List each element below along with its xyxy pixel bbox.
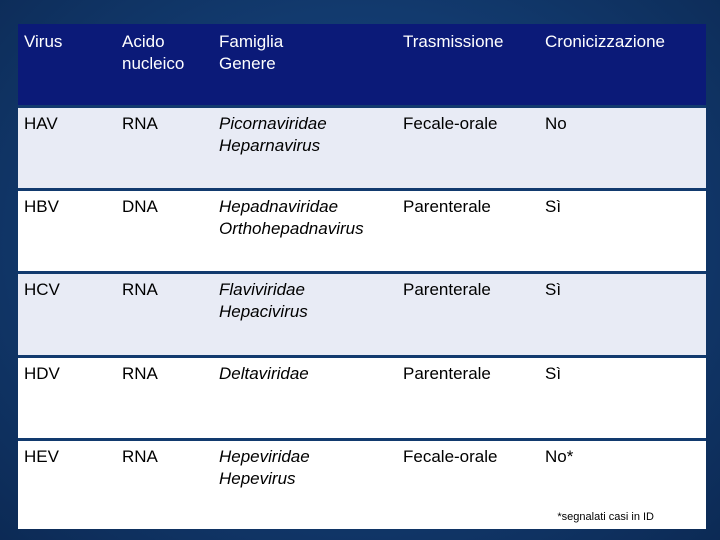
header-family [213, 24, 397, 106]
cell-virus: HDV [18, 356, 116, 439]
cell-transmission: Parenterale [397, 273, 539, 356]
table-row [18, 273, 706, 356]
cell-acid: DNA [116, 190, 213, 273]
cell-chronic: Sì [539, 190, 706, 273]
cell-acid: RNA [116, 273, 213, 356]
genus-name: Hepacivirus [219, 302, 308, 322]
header-virus: Virus [18, 24, 116, 106]
genus-name: Hepevirus [219, 469, 296, 489]
footnote: *segnalati casi in ID [557, 511, 654, 523]
family-name: Hepeviridae [219, 447, 310, 467]
cell-family [213, 273, 397, 356]
cell-family [213, 106, 397, 189]
header-acid-line2: nucleico [122, 54, 185, 73]
header-family-line2: Genere [219, 54, 276, 73]
header-acid-line1: Acido [122, 32, 165, 51]
family-name: Flaviviridae [219, 280, 305, 300]
virus-table [18, 24, 706, 529]
cell-chronic: No [539, 106, 706, 189]
cell-transmission: Parenterale [397, 356, 539, 439]
family-name: Hepadnaviridae [219, 197, 339, 217]
cell-acid: RNA [116, 440, 213, 529]
cell-acid: RNA [116, 356, 213, 439]
cell-transmission: Fecale-orale [397, 106, 539, 189]
cell-family [213, 190, 397, 273]
cell-family [213, 440, 397, 529]
cell-chronic: No* [539, 440, 706, 529]
header-family-line1: Famiglia [219, 32, 284, 51]
cell-transmission: Fecale-orale [397, 440, 539, 529]
cell-acid: RNA [116, 106, 213, 189]
cell-transmission: Parenterale [397, 190, 539, 273]
family-name: Picornaviridae [219, 113, 327, 133]
cell-virus: HCV [18, 273, 116, 356]
cell-virus: HBV [18, 190, 116, 273]
table-row [18, 356, 706, 439]
genus-name: Heparnavirus [219, 135, 321, 155]
header-chronic: Cronicizzazione [539, 24, 706, 106]
cell-chronic: Sì [539, 356, 706, 439]
genus-name: Orthohepadnavirus [219, 219, 364, 239]
cell-family [213, 356, 397, 439]
table-row [18, 190, 706, 273]
table-header-row [18, 24, 706, 106]
cell-virus: HAV [18, 106, 116, 189]
family-name: Deltaviridae [219, 363, 309, 383]
header-acid [116, 24, 213, 106]
cell-virus: HEV [18, 440, 116, 529]
cell-chronic: Sì [539, 273, 706, 356]
table-row [18, 106, 706, 189]
header-transmission: Trasmissione [397, 24, 539, 106]
